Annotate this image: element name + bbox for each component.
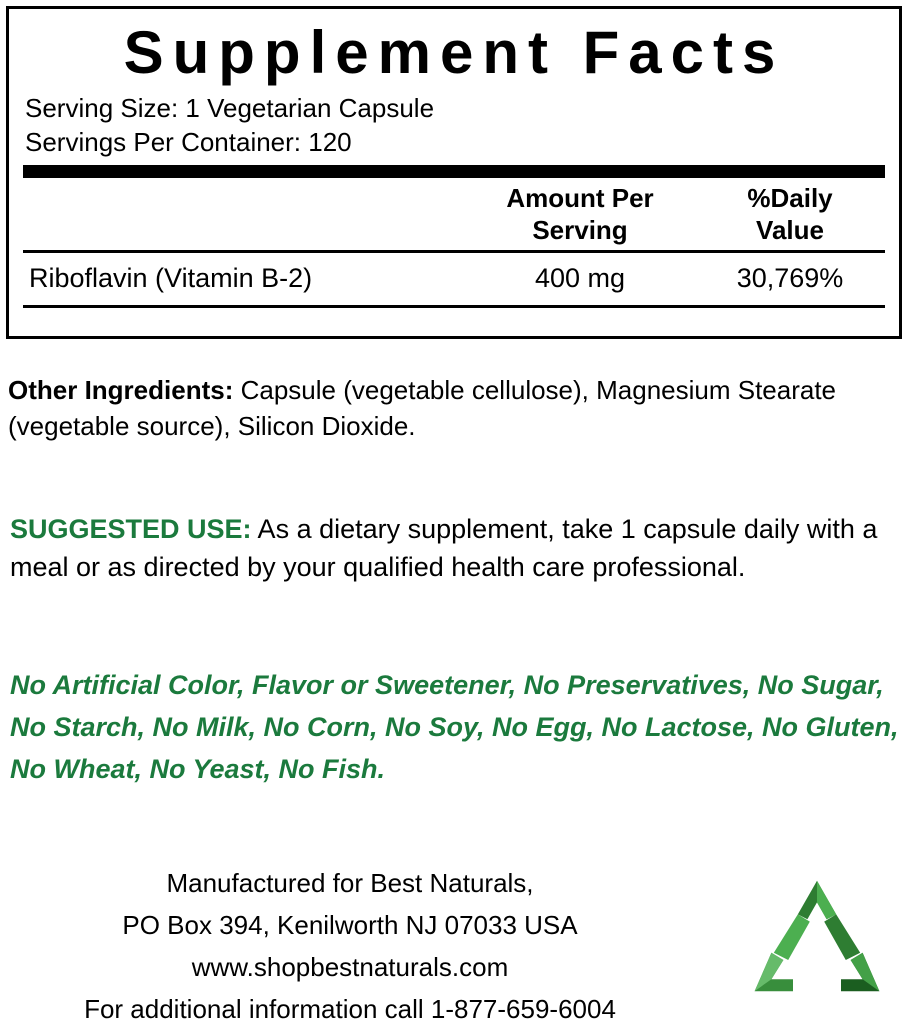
suggested-use bbox=[10, 510, 900, 586]
panel-title: Supplement Facts bbox=[123, 19, 785, 86]
column-header-daily-value bbox=[695, 182, 885, 246]
nutrient-amount: 400 mg bbox=[534, 263, 626, 293]
other-ingredients bbox=[8, 372, 898, 444]
column-header-amount bbox=[465, 182, 695, 246]
manufacturer-footer bbox=[0, 862, 700, 1030]
supplement-facts-panel bbox=[6, 6, 902, 339]
table-header-row bbox=[23, 178, 885, 250]
column-header-daily-line2: Value bbox=[756, 215, 824, 245]
column-header-amount-line2: Serving bbox=[532, 215, 628, 245]
suggested-use-label: SUGGESTED USE: bbox=[10, 514, 252, 544]
nutrient-daily-value: 30,769% bbox=[736, 263, 844, 293]
footer-line-website: www.shopbestnaturals.com bbox=[191, 952, 509, 982]
servings-per-container: Servings Per Container: 120 bbox=[25, 127, 352, 157]
footer-line-phone: For additional information call 1-877-659-6004 bbox=[84, 994, 616, 1024]
column-header-amount-line1: Amount Per bbox=[506, 183, 654, 213]
recycle-icon bbox=[742, 876, 892, 1008]
other-ingredients-text: Capsule (vegetable cellulose), Magnesium Stearate (vegetable source), Silicon Dioxide. bbox=[8, 375, 837, 441]
footer-line-manufacturer: Manufactured for Best Naturals, bbox=[166, 868, 534, 898]
other-ingredients-label: Other Ingredients: bbox=[8, 375, 234, 405]
column-header-daily-line1: %Daily bbox=[747, 183, 833, 213]
footer-line-address: PO Box 394, Kenilworth NJ 07033 USA bbox=[122, 910, 578, 940]
panel-bottom-space bbox=[23, 308, 885, 330]
suggested-use-text: As a dietary supplement, take 1 capsule daily with a meal or as directed by your qualified health care professional. bbox=[10, 514, 878, 582]
serving-size: Serving Size: 1 Vegetarian Capsule bbox=[25, 93, 435, 123]
divider-thick-top bbox=[23, 165, 885, 178]
nutrient-name: Riboflavin (Vitamin B-2) bbox=[29, 263, 313, 293]
table-row bbox=[23, 253, 885, 305]
free-from-claims: No Artificial Color, Flavor or Sweetener, No Preservatives, No Sugar, No Starch, No Milk, No Corn, No Soy, No Egg, No Lactose, No Gluten, No Wheat, No Yeast, No Fish. bbox=[10, 670, 899, 784]
